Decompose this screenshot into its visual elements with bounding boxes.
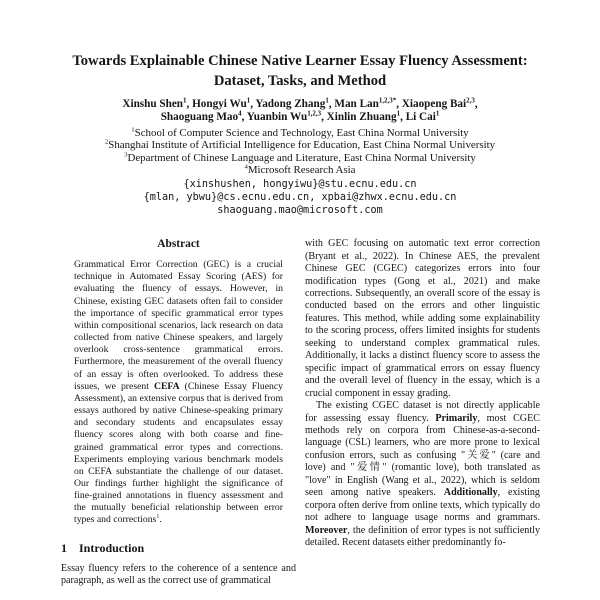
section-1-title: Introduction: [79, 540, 145, 555]
affiliation-1: $^1$School of Computer Science and Technology, East China Normal University: [131, 126, 469, 139]
right-paragraph-1: with GEC focusing on automatic text error correction (Bryant et al., 2022). In Chinese AES, the prevalent Chinese GEC (CGEC) categorizes errors into four modification types (Gong et al., 2021) and make corrections. Subsequently, an overall score of the essay is conducted based on the errors and other linguistic features. This method, while adding some explainability to the scoring process, offers limited insights for students seeking to understand complex grammatical rules. Additionally, it lacks a distinct fluency score to assess the specific impact of grammatical errors on essay fluency and the overall level of fluency in the essay, which is a crucial component in essay grading.: [305, 238, 540, 399]
affiliation-4: $^4$Microsoft Research Asia: [244, 163, 356, 177]
affiliation-list: [0, 127, 600, 177]
right-paragraph-2: The existing CGEC dataset is not directly applicable for assessing essay fluency. Primarily, most CGEC methods rely on corpora from Chinese-as-a-second-language (CSL) learners, who are more prone to lexical confusion errors, such as confusing "关爱" (care and love) and "爱情" (romantic love), both translated as "love" in English (Wang et al., 2022), which is seldom seen among native speakers. Additionally, existing corpora often derive from online texts, which typically do not adhere to language usage norms and grammars. Moreover, the definition of error types is not sufficiently detailed. Recent datasets either predominantly fo-: [305, 400, 540, 549]
right-column: [305, 238, 540, 587]
paper-title-line2: Dataset, Tasks, and Method: [213, 72, 387, 89]
email-line-1: {xinshushen, hongyiwu}@stu.ecnu.edu.cn: [183, 179, 417, 191]
email-line-2: {mlan, ybwu}@cs.ecnu.edu.cn, xpbai@zhwx.ecnu.edu.cn: [143, 192, 457, 204]
authors-line-1: Xinshu Shen$^1$, Hongyi Wu$^1$, Yadong Zhang$^1$, Man Lan$^{1,2,3*}$, Xiaopeng Bai$^{2,3}$,: [122, 96, 478, 110]
affiliation-3: $^3$Department of Chinese Language and Literature, East China Normal University: [124, 151, 476, 164]
section-1-number: 1: [61, 540, 67, 555]
section-1-heading: [61, 541, 296, 556]
abstract-paragraph: Grammatical Error Correction (GEC) is a crucial technique in Automated Essay Scoring (AES) for evaluating the fluency of essays. However, in Chinese, existing GEC datasets often fail to consider the importance of specific grammatical error types within compositional scenarios, lack research on data collected from native Chinese speakers, and largely overlook cross-sentence grammatical errors. Furthermore, the measurement of the overall fluency of an essay is often overlooked. To address these issues, we present CEFA (Chinese Essay Fluency Assessment), an extensive corpus that is derived from essays authored by native Chinese-speaking primary and secondary students and encapsulates essay fluency scores along with both coarse and fine-grained grammatical error types and corrections. Experiments employing various benchmark models on CEFA substantiate the challenge of our dataset. Our findings further highlight the significance of fine-grained annotations in fluency assessment and the mutually beneficial relationship between error types and corrections$^1$.: [74, 259, 283, 526]
affiliation-2: $^2$Shanghai Institute of Artificial Intelligence for Education, East China Normal University: [104, 138, 496, 152]
abstract-heading: Abstract: [157, 238, 200, 251]
left-column: [61, 238, 296, 587]
author-emails: [0, 179, 600, 218]
paper-title-line1: Towards Explainable Chinese Native Learner Essay Fluency Assessment:: [72, 53, 528, 69]
author-list: [0, 98, 600, 125]
intro-paragraph: Essay fluency refers to the coherence of a sentence and paragraph, as well as the correct use of grammatical: [61, 562, 296, 587]
paper-title: [38, 52, 562, 91]
email-line-3: shaoguang.mao@microsoft.com: [217, 205, 383, 217]
paper-page: [0, 52, 600, 600]
authors-line-2: Shaoguang Mao$^4$, Yuanbin Wu$^{1,2,3}$, Xinlin Zhuang$^1$, Li Cai$^1$: [160, 109, 440, 124]
two-column-body: [61, 238, 540, 587]
